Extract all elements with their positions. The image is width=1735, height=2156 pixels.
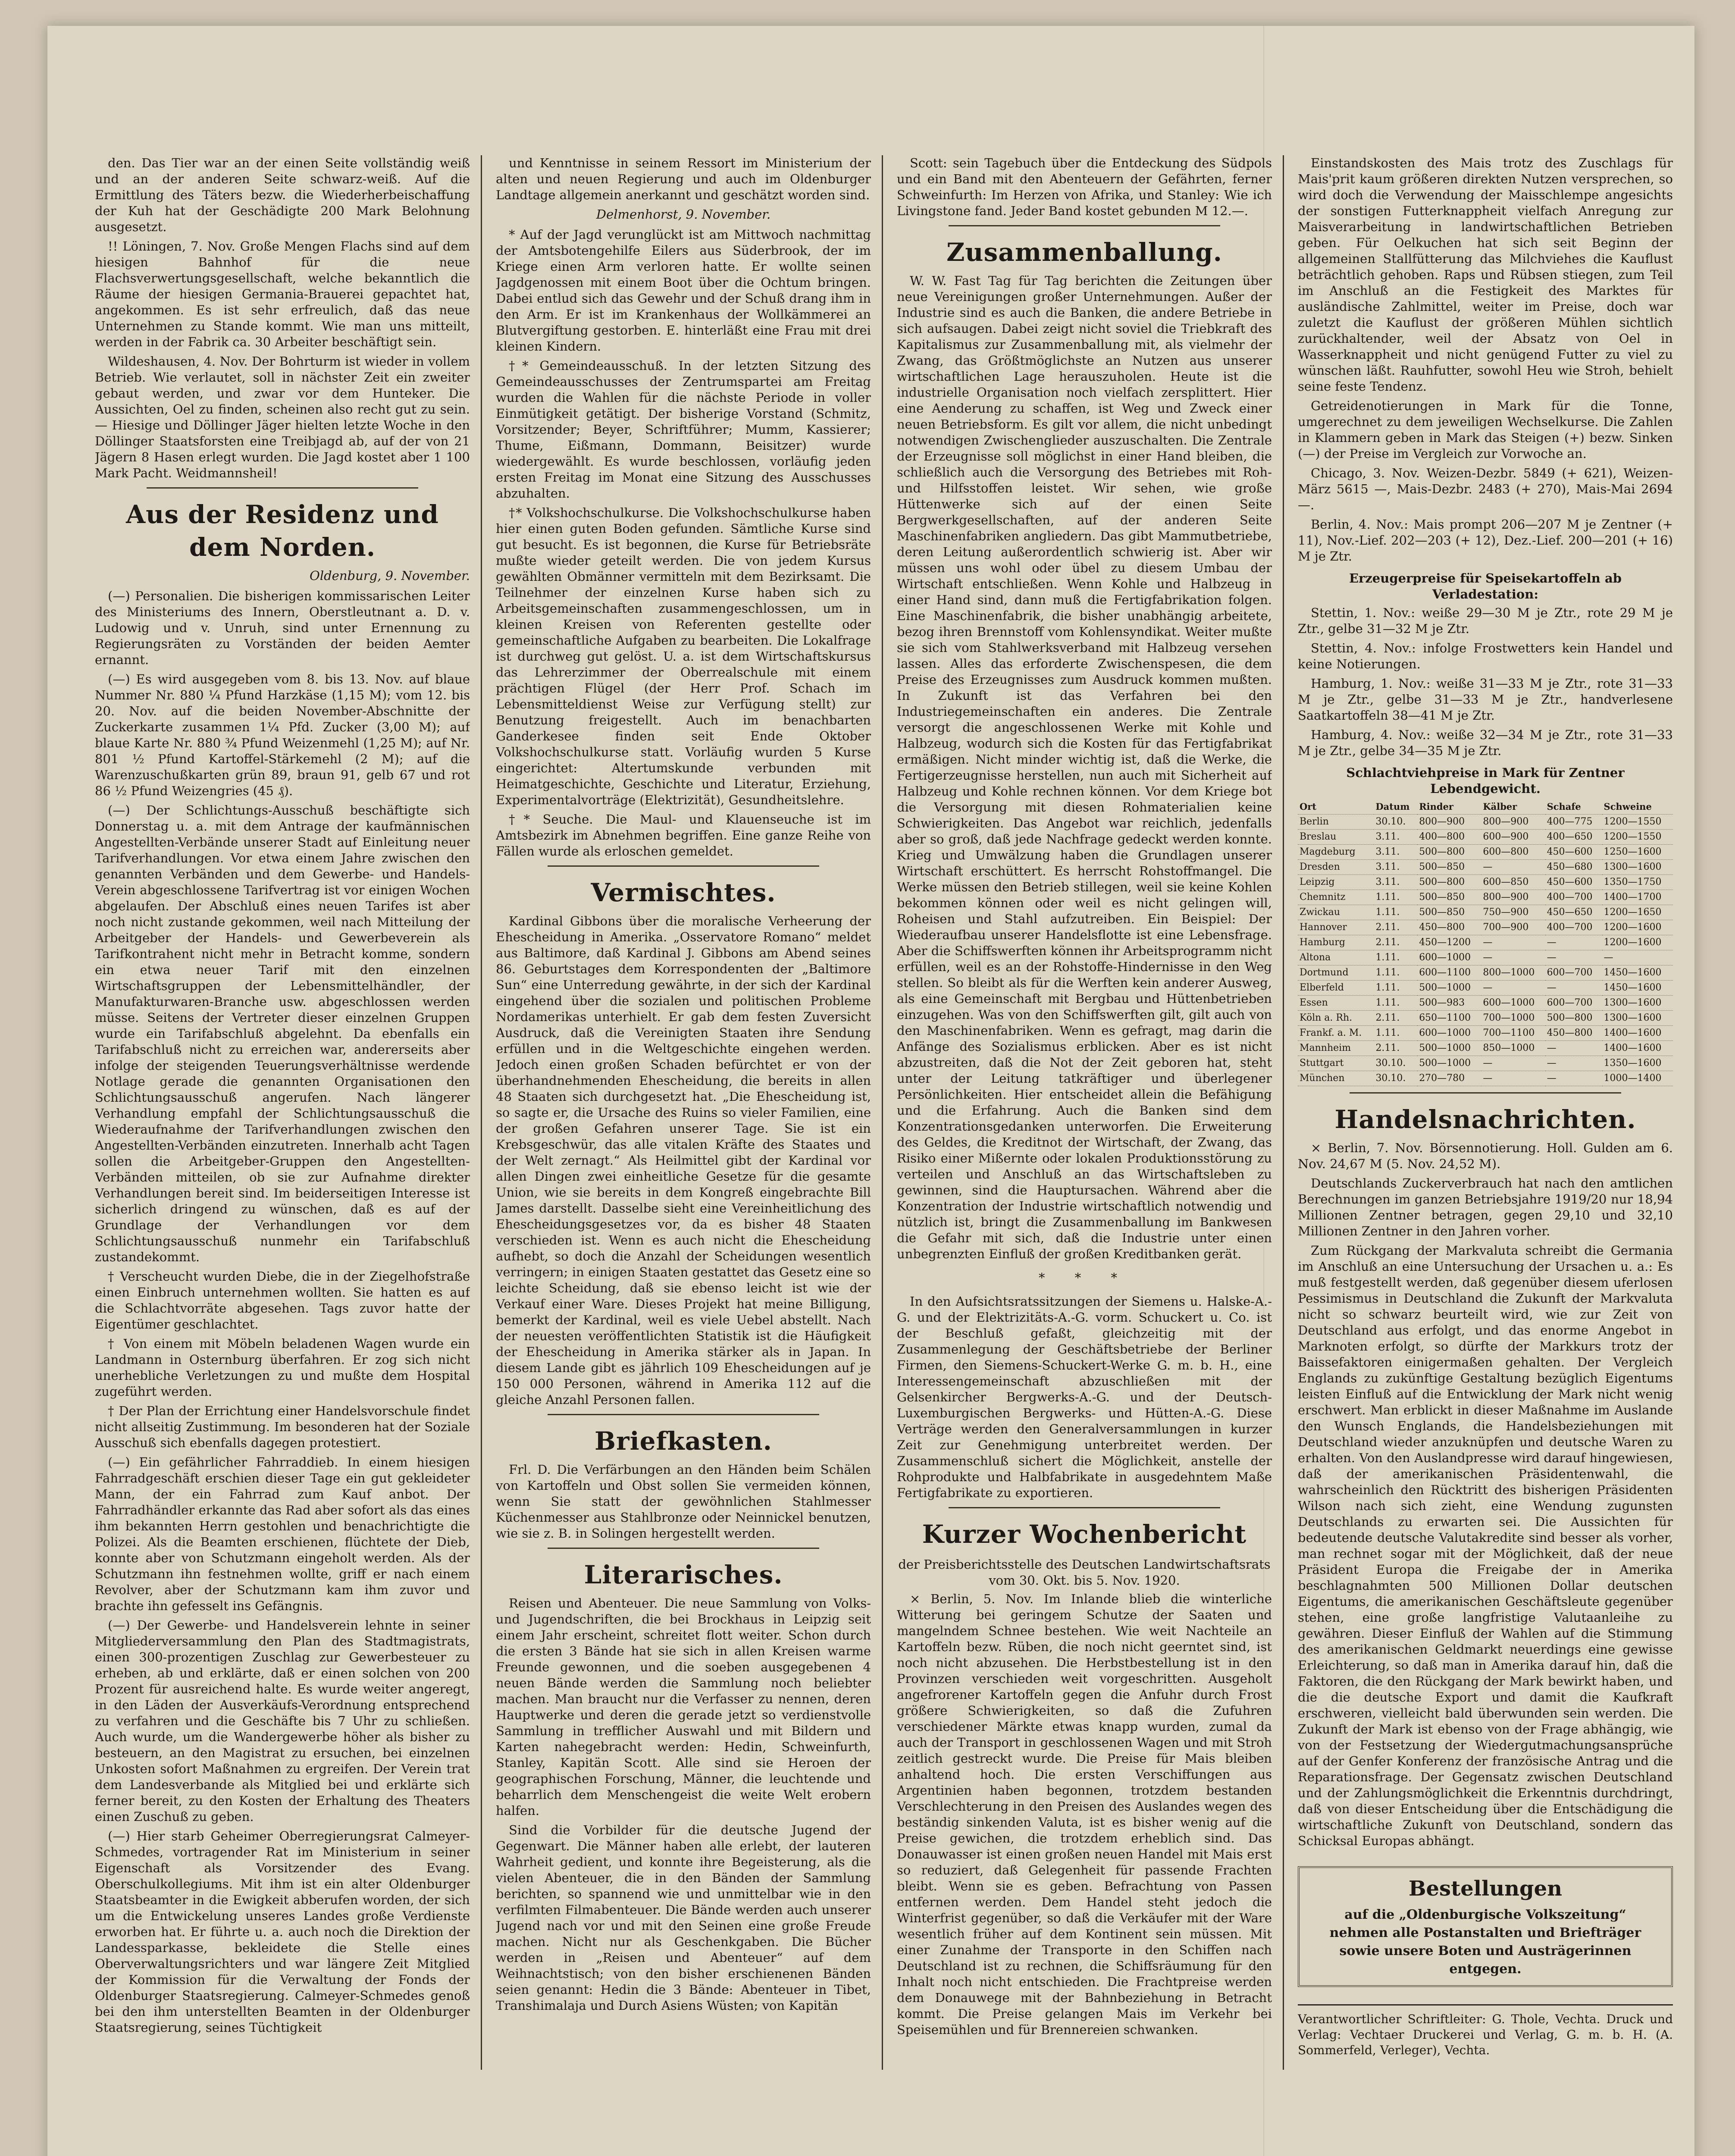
section-heading-vermischtes: Vermischtes. bbox=[591, 878, 776, 907]
table-cell: Leipzig bbox=[1298, 875, 1374, 890]
table-cell: — bbox=[1481, 1071, 1545, 1086]
table-cell: 600—700 bbox=[1545, 996, 1602, 1011]
table-cell: — bbox=[1481, 1056, 1545, 1071]
section-divider bbox=[548, 865, 819, 867]
table-cell: 600—1000 bbox=[1417, 950, 1481, 965]
table-cell: 1350—1600 bbox=[1602, 1056, 1673, 1071]
table-cell: 400—700 bbox=[1545, 920, 1602, 935]
table-cell: — bbox=[1545, 1056, 1602, 1071]
article-zuckerverbrauch: Deutschlands Zuckerverbrauch hat nach den amtlichen Berechnungen im ganzen Betriebsjahre 1919/20 nur 18,94 Millionen Zentner betragen, gegen 29,10 und 32,10 Millionen Zentner in den Jahren vorher. bbox=[1298, 1176, 1673, 1238]
table-cell: Elberfeld bbox=[1298, 981, 1374, 996]
table-cell: 450—1200 bbox=[1417, 935, 1481, 950]
section-heading-briefkasten: Briefkasten. bbox=[595, 1426, 772, 1456]
table-row bbox=[1298, 875, 1673, 890]
article-diebe: † Verscheucht wurden Diebe, die in der Ziegelhofstraße einen Einbruch unternehmen wollten. Sie hatten es auf die Schlachtvorräte abgesehen. Tags zuvor hatte der Eigentümer geschlachtet. bbox=[95, 1269, 470, 1332]
table-cell: 450—800 bbox=[1545, 1026, 1602, 1041]
article-briefkasten: Frl. D. Die Verfärbungen an den Händen beim Schälen von Kartoffeln und Obst sollen Sie vermeiden können, wenn Sie statt der gewöhnlichen Stahlmesser Küchenmesser aus Stahlbronze oder Neinnickel benutzen, wie sie z. B. in Solingen hergestellt werden. bbox=[496, 1462, 871, 1541]
table-cell: 800—900 bbox=[1481, 815, 1545, 830]
table-cell: 500—800 bbox=[1545, 1011, 1602, 1026]
table-cell: — bbox=[1545, 950, 1602, 965]
table-cell: Breslau bbox=[1298, 830, 1374, 845]
table-header-cell: Schweine bbox=[1602, 799, 1673, 815]
article-loeningen: !! Löningen, 7. Nov. Große Mengen Flachs sind auf dem hiesigen Bahnhof für die neue Flachsverwertungsgesellschaft, welche bekanntlich die Räume der hiesigen Germania-Brauerei gepachtet hat, angekommen. Es ist sehr erfreulich, daß das neue Unternehmen zu Stande kommt. Wie man uns mitteilt, werden in der Fabrik ca. 30 Arbeiter beschäftigt sein. bbox=[95, 239, 470, 349]
table-cell: 400—650 bbox=[1545, 830, 1602, 845]
article-fahrraddieb: (—) Ein gefährlicher Fahrraddieb. In einem hiesigen Fahrradgeschäft erschien dieser Tage ein gut gekleideter Mann, der ein Fahrrad zum Kauf anbot. Der Fahrradhändler erkannte das Rad aber sofort als das eines ihm bekannten Herrn gestohlen und benachrichtigte die Polizei. Als die Beamten erschienen, flüchtete der Dieb, konnte aber von Schutzmann eingeholt werden. Als der Schutzmann ihn festnehmen wollte, griff er nach einem Revolver, aber der Schutzmann kam ihm zuvor und brachte ihn gefesselt ins Gefängnis. bbox=[95, 1455, 470, 1613]
section-heading-zusammenballung: Zusammenballung. bbox=[946, 238, 1222, 267]
table-cell: 30.10. bbox=[1374, 1071, 1417, 1086]
article-ausgabe: (—) Es wird ausgegeben vom 8. bis 13. Nov. auf blaue Nummer Nr. 880 ¼ Pfund Harzkäse (1,15 M); vom 12. bis 20. Nov. auf die beiden November-Abschnitte der Zuckerkarte zusammen 1¼ Pfd. Zucker (3,00 M); auf blaue Karte Nr. 880 ¾ Pfund Weizenmehl (1,25 M); auf Nr. 801 ½ Pfund Kartoffel-Stärkemehl (2 M); auf die Warenzuschußkarten grün 89, braun 91, gelb 67 und rot 86 ½ Pfund Weizengries (45 ₰). bbox=[95, 672, 470, 798]
table-cell: 1.11. bbox=[1374, 965, 1417, 981]
table-cell: Dortmund bbox=[1298, 965, 1374, 981]
table-cell: 30.10. bbox=[1374, 815, 1417, 830]
table-cell: 30.10. bbox=[1374, 1056, 1417, 1071]
article-paragraph: und Kenntnisse in seinem Ressort im Ministerium der alten und neuen Regierung und auch im Oldenburger Landtage allgemein anerkannt und geschätzt worden sind. bbox=[496, 156, 871, 202]
table-header-cell: Schafe bbox=[1545, 799, 1602, 815]
table-cell: 3.11. bbox=[1374, 860, 1417, 875]
column-rule bbox=[481, 155, 482, 2070]
table-cell: 400—800 bbox=[1417, 830, 1481, 845]
article-handelsvorschule: † Der Plan der Errichtung einer Handelsvorschule findet nicht allseitig Zustimmung. Im besonderen hat der Soziale Ausschuß sich ebenfalls dagegen protestiert. bbox=[95, 1404, 470, 1450]
table-row bbox=[1298, 950, 1673, 965]
table-row bbox=[1298, 1071, 1673, 1086]
column-4 bbox=[1298, 155, 1673, 2070]
article-markvaluta: Zum Rückgang der Markvaluta schreibt die Germania im Anschluß an eine Untersuchung der Ursachen u. a.: Es muß festgestellt werden, daß gegenüber diesem uferlosen Pessimismus in Deutschland die Zukunft der Markvaluta nicht so schwarz beurteilt wird, wie zur Zeit von Deutschland aus erfolgt, und das enorme Angebot in Marknoten erfolgt, so dürfte der Markkurs trotz der Baissefaktoren einigermaßen gehalten. Der Vergleich Englands zu zukünftige Gestaltung bezüglich Eigentums leisten Einfluß auf die Entwicklung der Mark nicht wenig erschwert. Man erblickt in dieser Maßnahme im Auslande den Wunsch Englands, die Handelsbeziehungen mit Deutschland wieder anzuknüpfen und deutsche Waren zu erhalten. Von den Auslandpresse wird darauf hingewiesen, daß der amerikanischen Präsidentenwahl, die wahrscheinlich den Rücktritt des bisherigen Präsidenten Wilson nach sich zieht, eine Wendung zugunsten Deutschlands zu erwarten sei. Die Aussichten für bedeutende deutsche Valutakredite sind besser als vorher, man rechnet sogar mit der Möglichkeit, daß der neue Präsident Europa die Freigabe der in Amerika beschlagnahmten 500 Millionen Dollar deutschen Eigentums, die amerikanischen Geschäftsleute gegenüber stehen, eine große langfristige Valutaanleihe zu gewähren. Dieser Einfluß der Wahlen auf die Stimmung des amerikanischen Geldmarkt neuerdings eine gewisse Erleichterung, so daß man in Amerika darauf hin, daß die Faktoren, die den Rückgang der Mark bewirkt haben, und die die deutsche Export und damit die Kaufkraft erschweren, vielleicht bald überwunden sein werden. Die Zukunft der Mark ist ebenso von der Frage abhängig, wie von der Festsetzung der Wiedergutmachungsansprüche auf der Genfer Konferenz der französische Antrag und die Reparationsfrage. Der Gegensatz zwischen Deutschland und der Zahlungsmöglichkeit die Erkenntnis durchdringt, daß von dieser Entscheidung über die Entschädigung die wirtschaftliche Zukunft von Deutschland, sondern das Schicksal Europas abhängt. bbox=[1298, 1243, 1673, 1848]
table-cell: 1.11. bbox=[1374, 996, 1417, 1011]
table-cell: 500—850 bbox=[1417, 905, 1481, 920]
table-cell: 1450—1600 bbox=[1602, 981, 1673, 996]
table-cell: 1200—1550 bbox=[1602, 830, 1673, 845]
quote-stettin-1: Stettin, 1. Nov.: weiße 29—30 M je Ztr., rote 29 M je Ztr., gelbe 31—32 M je Ztr. bbox=[1298, 605, 1673, 636]
table-cell: 1200—1600 bbox=[1602, 935, 1673, 950]
table-cell: Hannover bbox=[1298, 920, 1374, 935]
table-cell: 450—600 bbox=[1545, 875, 1602, 890]
section-divider bbox=[949, 225, 1220, 226]
table-cell: Magdeburg bbox=[1298, 845, 1374, 860]
table-row bbox=[1298, 996, 1673, 1011]
table-cell: Mannheim bbox=[1298, 1041, 1374, 1056]
table-row bbox=[1298, 965, 1673, 981]
table-cell: 3.11. bbox=[1374, 845, 1417, 860]
table-row bbox=[1298, 815, 1673, 830]
table-cell: Chemnitz bbox=[1298, 890, 1374, 905]
article-jagdunfall: * Auf der Jagd verunglückt ist am Mittwoch nachmittag der Amtsbotengehilfe Eilers aus Süderbrook, der im Kriege einen Arm verloren hatte. Er wollte seinen Jagdgenossen mit einem Boot über die Ochtum bringen. Dabei entlud sich das Gewehr und der Schuß drang ihm in den Arm. Er ist im Krankenhaus der Wollkämmerei an Blutvergiftung gestorben. E. hinterläßt eine Frau mit drei kleinen Kindern. bbox=[496, 227, 871, 354]
subscription-line: auf die „Oldenburgische Volkszeitung“ bbox=[1344, 1907, 1626, 1922]
table-cell: — bbox=[1481, 935, 1545, 950]
subscription-line: nehmen alle Postanstalten und Briefträger bbox=[1329, 1925, 1641, 1940]
table-header-cell: Rinder bbox=[1417, 799, 1481, 815]
section-heading-handel: Handelsnachrichten. bbox=[1334, 1105, 1636, 1134]
table-cell: Berlin bbox=[1298, 815, 1374, 830]
table-row bbox=[1298, 860, 1673, 875]
section-divider bbox=[548, 1548, 819, 1549]
table-cell: 700—900 bbox=[1481, 920, 1545, 935]
quote-berlin: Berlin, 4. Nov.: Mais prompt 206—207 M je Zentner (+ 11), Nov.-Lief. 202—203 (+ 12), Dez.-Lief. 200—201 (+ 16) M je Ztr. bbox=[1298, 517, 1673, 564]
table-cell: 2.11. bbox=[1374, 935, 1417, 950]
table-cell: 800—900 bbox=[1481, 890, 1545, 905]
quote-hamburg-4: Hamburg, 4. Nov.: weiße 32—34 M je Ztr., rote 31—33 M je Ztr., gelbe 34—35 M je Ztr. bbox=[1298, 727, 1673, 758]
table-cell: 3.11. bbox=[1374, 830, 1417, 845]
article-boersennotierung: × Berlin, 7. Nov. Börsennotierung. Holl. Gulden am 6. Nov. 24,67 M (5. Nov. 24,52 M). bbox=[1298, 1141, 1673, 1171]
table-cell: 1300—1600 bbox=[1602, 1011, 1673, 1026]
article-wagen: † Von einem mit Möbeln beladenen Wagen wurde ein Landmann in Osternburg überfahren. Er zog sich nicht unerhebliche Verletzungen zu und mußte dem Hospital zugeführt werden. bbox=[95, 1336, 470, 1399]
table-header-cell: Datum bbox=[1374, 799, 1417, 815]
section-divider bbox=[1350, 1092, 1621, 1094]
table-cell: Dresden bbox=[1298, 860, 1374, 875]
table-cell: 600—700 bbox=[1545, 965, 1602, 981]
table-cell: 1.11. bbox=[1374, 950, 1417, 965]
table-cell: Hamburg bbox=[1298, 935, 1374, 950]
table-cell: 500—983 bbox=[1417, 996, 1481, 1011]
table-cell: 1300—1600 bbox=[1602, 860, 1673, 875]
table-cell: 3.11. bbox=[1374, 875, 1417, 890]
table-cell: 400—700 bbox=[1545, 890, 1602, 905]
table-cell: — bbox=[1481, 860, 1545, 875]
table-cell: 1350—1750 bbox=[1602, 875, 1673, 890]
table-header-cell: Kälber bbox=[1481, 799, 1545, 815]
table-row bbox=[1298, 830, 1673, 845]
section-divider bbox=[548, 1414, 819, 1415]
table-cell: 270—780 bbox=[1417, 1071, 1481, 1086]
table-row bbox=[1298, 1026, 1673, 1041]
table-cell: Köln a. Rh. bbox=[1298, 1011, 1374, 1026]
table-cell: 500—1000 bbox=[1417, 981, 1481, 996]
dateline-delmenhorst: Delmenhorst, 9. November. bbox=[596, 207, 771, 222]
table-cell: — bbox=[1545, 1071, 1602, 1086]
subheading-schlachtvieh: Schlachtviehpreise in Mark für Zentner Lebendgewicht. bbox=[1346, 765, 1625, 796]
quote-stettin-4: Stettin, 4. Nov.: infolge Frostwetters kein Handel und keine Notierungen. bbox=[1298, 641, 1673, 671]
column-1 bbox=[95, 155, 470, 2070]
section-heading-literarisches: Literarisches. bbox=[584, 1560, 783, 1589]
article-volkshochschulkurse: †* Volkshochschulkurse. Die Volkshochschulkurse haben hier einen guten Boden gefunden. Sämtliche Kurse sind gut besucht. Es ist begonnen, die Kurse für Betriebsräte mußte wieder geteilt werden. Die von jedem Kursus gewählten Obmänner vermitteln mit dem Bezirksamt. Die Teilnehmer der einzelnen Kurse haben sich zu Arbeitsgemeinschaften zusammengeschlossen, um in kleinen Kreisen von Referenten gestellte oder gemeinschaftliche Aufgaben zu bearbeiten. Die Lokalfrage ist durchweg gut gelöst. U. a. ist dem Wirtschaftskursus das Lehrerzimmer der Oberrealschule mit einem prächtigen Flügel (der Herr Prof. Schach im Lebensmitteldienst Weise zur Verfügung stellt) zur Benutzung freigestellt. Auch im benachbarten Ganderkesee finden seit Ende Oktober Volkshochschulkurse statt. Vorläufig wurden 5 Kurse eingerichtet: Altertumskunde verbunden mit Heimatgeschichte, Geschichte und Literatur, Erziehung, Experimentalvorträge (Elektrizität), Gesundheitslehre. bbox=[496, 505, 871, 807]
separator-stars: * * * bbox=[1039, 1270, 1130, 1285]
table-cell: 2.11. bbox=[1374, 920, 1417, 935]
column-3 bbox=[897, 155, 1272, 2070]
wochenbericht-subtitle: der Preisberichtsstelle des Deutschen Landwirtschaftsrats vom 30. Okt. bis 5. Nov. 1920. bbox=[898, 1557, 1271, 1588]
table-cell: 450—600 bbox=[1545, 845, 1602, 860]
article-gemeindeausschuss: †* Gemeindeausschuß. In der letzten Sitzung des Gemeindeausschusses der Zentrumspartei am Freitag wurden die Wahlen für die nächste Periode in voller Einmütigkeit getätigt. Der bisherige Vorstand (Schmitz, Vorsitzender; Beyer, Schriftführer; Mumm, Kassierer; Thume, Eißmann, Dommann, Beisitzer) wurde wiedergewählt. Es wurde beschlossen, vorläufig jeden ersten Freitag im Monat eine Sitzung des Ausschusses abzuhalten. bbox=[496, 358, 871, 501]
table-cell: 1200—1650 bbox=[1602, 905, 1673, 920]
table-row bbox=[1298, 1041, 1673, 1056]
table-cell: 1.11. bbox=[1374, 905, 1417, 920]
table-cell: München bbox=[1298, 1071, 1374, 1086]
table-cell: 500—1000 bbox=[1417, 1041, 1481, 1056]
table-cell: 1250—1600 bbox=[1602, 845, 1673, 860]
table-cell: Frankf. a. M. bbox=[1298, 1026, 1374, 1041]
table-cell: 450—800 bbox=[1417, 920, 1481, 935]
table-cell: — bbox=[1545, 1041, 1602, 1056]
article-reisen-abenteuer: Reisen und Abenteuer. Die neue Sammlung von Volks- und Jugendschriften, die bei Brockhaus in Leipzig seit einem Jahr erscheint, schreitet flott weiter. Schon durch die ersten 3 Bände hat sie sich in allen Kreisen warme Freunde gewonnen, und die soeben ausgegebenen 4 neuen Bände werden die Sammlung noch beliebter machen. Man braucht nur die Verfasser zu nennen, deren Hauptwerke und deren die gerade jetzt so verdienstvolle Sammlung in trefflicher Auswahl und mit Bildern und Karten nahegebracht werden: Hedin, Schweinfurth, Stanley, Kapitän Scott. Alle sind sie Heroen der geographischen Forschung, Männer, die leuchtende und beharrlich dem Menschengeist die weite Welt erobern halfen. bbox=[496, 1596, 871, 1818]
table-cell: 800—900 bbox=[1417, 815, 1481, 830]
table-cell: 1.11. bbox=[1374, 1026, 1417, 1041]
article-personalien: (—) Personalien. Die bisherigen kommissarischen Leiter des Ministeriums des Innern, Oberstleutnant a. D. v. Ludowig und v. Unruh, sind unter Ernennung zu Regierungsräten zu Vorständen der beiden Aemter ernannt. bbox=[95, 589, 470, 667]
table-cell: 700—1100 bbox=[1481, 1026, 1545, 1041]
table-row bbox=[1298, 935, 1673, 950]
section-divider bbox=[147, 487, 418, 489]
table-cell: Altona bbox=[1298, 950, 1374, 965]
table-cell: 650—1100 bbox=[1417, 1011, 1481, 1026]
cattle-price-table bbox=[1298, 799, 1673, 1086]
imprint: Verantwortlicher Schriftleiter: G. Thole, Vechta. Druck und Verlag: Vechtaer Druckerei und Verlag, G. m. b. H. (A. Sommerfeld, Verleger), Vechta. bbox=[1298, 2004, 1673, 2058]
table-row bbox=[1298, 1011, 1673, 1026]
article-wildeshausen: Wildeshausen, 4. Nov. Der Bohrturm ist wieder in vollem Betrieb. Wie verlautet, soll in nächster Zeit ein zweiter gebaut werden, und zwar vor dem Hunteker. Die Aussichten, Oel zu finden, scheinen also recht gut zu sein. — Hiesige und Döllinger Jäger hielten letzte Woche in den Döllinger Staatsforsten eine Treibjagd ab, auf der von 21 Jägern 8 Hasen erlegt wurden. Die Jagd kostet aber 1 100 Mark Pacht. Weidmannsheil! bbox=[95, 354, 470, 480]
table-cell: 500—850 bbox=[1417, 890, 1481, 905]
table-cell: Zwickau bbox=[1298, 905, 1374, 920]
table-cell: 1200—1600 bbox=[1602, 920, 1673, 935]
subscription-heading: Bestellungen bbox=[1408, 1877, 1563, 1901]
quote-chicago: Chicago, 3. Nov. Weizen-Dezbr. 5849 (+ 621), Weizen-März 5615 —, Mais-Dezbr. 2483 (+ 270), Mais-Mai 2694 —. bbox=[1298, 466, 1673, 512]
table-cell: 600—800 bbox=[1481, 845, 1545, 860]
table-cell: 450—650 bbox=[1545, 905, 1602, 920]
table-row bbox=[1298, 845, 1673, 860]
article-siemens: In den Aufsichtsratssitzungen der Siemens u. Halske-A.-G. und der Elektrizitäts-A.-G. vorm. Schuckert u. Co. ist der Beschluß gefaßt, gleichzeitig mit der Zusammenlegung der Geschäftsbetriebe der Berliner Firmen, den Siemens-Schuckert-Werke G. m. b. H., eine Interessengemeinschaft abzuschließen mit der Gelsenkircher Bergwerks-A.-G. und der Deutsch-Luxemburgischen Bergwerks- und Hütten-A.-G. Diese Verträge werden den Generalversammlungen in kurzer Zeit zur Genehmigung unterbreitet werden. Der Zusammenschluß sichert die Möglichkeit, anstelle der Rohprodukte und Halbfabrikate in ausgedehntem Maße Fertigfabrikate zu exportieren. bbox=[897, 1294, 1272, 1500]
quote-hamburg-1: Hamburg, 1. Nov.: weiße 31—33 M je Ztr., rote 31—33 M je Ztr., gelbe 31—33 M je Ztr., handverlesene Saatkartoffeln 38—41 M je Ztr. bbox=[1298, 676, 1673, 723]
table-header-cell: Ort bbox=[1298, 799, 1374, 815]
table-cell: 500—850 bbox=[1417, 860, 1481, 875]
table-cell: Essen bbox=[1298, 996, 1374, 1011]
table-cell: 500—800 bbox=[1417, 875, 1481, 890]
section-heading-residenz: Aus der Residenz und dem Norden. bbox=[126, 500, 439, 562]
table-cell: Stuttgart bbox=[1298, 1056, 1374, 1071]
article-calmeyer-schmedes: (—) Hier starb Geheimer Oberregierungsrat Calmeyer-Schmedes, vortragender Rat im Ministerium in seiner Eigenschaft als Vorsitzender des Evang. Oberschulkollegiums. Mit ihm ist ein alter Oldenburger Staatsbeamter in die Ewigkeit abberufen worden, der sich um die Entwickelung unseres Landes große Verdienste erworben hat. Er führte u. a. auch noch die Direktion der Landessparkasse, bekleidete die Stelle eines Oberverwaltungsrichters und war längere Zeit Mitglied der Kommission für die Verwaltung der Fonds der Oldenburger Staatsregierung. Calmeyer-Schmedes genoß bei den ihm unterstellten Beamten in der Oldenburger Staatsregierung, seines Tüchtigkeit bbox=[95, 1829, 470, 2035]
article-gibbons: Kardinal Gibbons über die moralische Verheerung der Ehescheidung in Amerika. „Osservatore Romano“ meldet aus Baltimore, daß Kardinal J. Gibbons am Abend seines 86. Geburtstages dem Korrespondenten der „Baltimore Sun“ eine Unterredung gewährte, in der sich der Kardinal eingehend über die sozialen und politischen Probleme Nordamerikas unterhielt. Er gab dem festen Zuversicht Ausdruck, daß die Vereinigten Staaten ihre Sendung erfüllen und in die Weltgeschichte eingehen werden. Jedoch einen großen Schaden befürchtet er von der überhandnehmenden Ehescheidung, die bereits in allen 48 Staaten sich durchgesetzt hat. „Die Ehescheidung ist, so sagte er, die Ursache des Ruins so vieler Familien, eine der großen Gefahren unserer Tage. Sie ist ein Krebsgeschwür, das alle vitalen Kräfte des Staates und der Welt zernagt.“ Als Heilmittel gibt der Kardinal vor allen Dingen zwei einheitliche Gesetze für die gesamte Union, wie sie bereits in dem Kongreß eingebrachte Bill James darstellt. Dasselbe sieht eine Vereinheitlichung des Ehescheidungsgesetzes vor, da es bisher 48 Staaten verschieden ist. Wenn es auch nicht die Ehescheidung aufhebt, so doch die Anzahl der Scheidungen wesentlich verringern; in einigen Staaten gestattet das Gesetz eine so leichte Scheidung, daß sie ebenso leicht ist wie der Verkauf einer Ware. Dieses Projekt hat meine Billigung, bemerkt der Kardinal, weil es viele Uebel abstellt. Nach der neuesten veröffentlichten Statistik ist die Häufigkeit der Ehescheidung in Amerika stärker als in Japan. In diesem Lande gibt es jährlich 109 Ehescheidungen auf je 150 000 Personen, während in Amerika 112 auf die gleiche Anzahl Personen fallen. bbox=[496, 914, 871, 1407]
table-row bbox=[1298, 905, 1673, 920]
table-cell: — bbox=[1481, 981, 1545, 996]
table-cell: 600—1000 bbox=[1417, 1026, 1481, 1041]
table-cell: 2.11. bbox=[1374, 1011, 1417, 1026]
section-heading-wochenbericht: Kurzer Wochenbericht bbox=[922, 1520, 1247, 1549]
table-cell: 450—680 bbox=[1545, 860, 1602, 875]
table-cell: 1450—1600 bbox=[1602, 965, 1673, 981]
table-row bbox=[1298, 890, 1673, 905]
column-rule bbox=[1283, 155, 1284, 2070]
table-cell: 700—1000 bbox=[1481, 1011, 1545, 1026]
table-cell: 600—900 bbox=[1481, 830, 1545, 845]
table-cell: 2.11. bbox=[1374, 1041, 1417, 1056]
article-seuche: †* Seuche. Die Maul- und Klauenseuche ist im Amtsbezirk im Abnehmen begriffen. Eine ganze Reihe von Fällen wurde als erloschen gemeldet. bbox=[496, 812, 871, 859]
table-cell: 1400—1600 bbox=[1602, 1026, 1673, 1041]
table-cell: 1000—1400 bbox=[1602, 1071, 1673, 1086]
table-cell: 750—900 bbox=[1481, 905, 1545, 920]
table-cell: 1.11. bbox=[1374, 890, 1417, 905]
table-cell: 600—1000 bbox=[1481, 996, 1545, 1011]
table-cell: — bbox=[1602, 950, 1673, 965]
table-cell: 500—1000 bbox=[1417, 1056, 1481, 1071]
subheading-erzeugerpreise: Erzeugerpreise für Speisekartoffeln ab Verladestation: bbox=[1349, 571, 1622, 602]
table-cell: 600—1100 bbox=[1417, 965, 1481, 981]
table-cell: 1300—1600 bbox=[1602, 996, 1673, 1011]
table-cell: 850—1000 bbox=[1481, 1041, 1545, 1056]
article-vorbilder: Sind die Vorbilder für die deutsche Jugend der Gegenwart. Die Männer haben alle erlebt, der lauteren Wahrheit gedient, und konnte ihre Begeisterung, als die vielen Abenteuer, die in den Bänden der Sammlung berichten, so spannend wie und unmittelbar wie in den verfilmten Filmabenteuer. Die Bände werden auch unserer Jugend nach vor und mit den Seinen eine große Freude machen. Nicht nur als Geschenkgaben. Die Bücher werden in „Reisen und Abenteuer“ auf dem Weihnachtstisch; von den bisher erschienenen Bänden seien genannt: Hedin die 3 Bände: Abenteuer in Tibet, Transhimalaja und Durch Asiens Wüsten; von Kapitän bbox=[496, 1823, 871, 2013]
article-zusammenballung: W. W. Fast Tag für Tag berichten die Zeitungen über neue Vereinigungen großer Unternehmungen. Außer der Industrie sind es auch die Banken, die andere Betriebe in sich aufsaugen. Dabei zeigt nicht soviel die Triebkraft des Kapitalismus zur Zusammenballung mit, als vielmehr der Zwang, das Größtmöglichste an Nutzen aus unserer wirtschaftlichen Lage herauszuholen. Heute ist die industrielle Organisation noch vielfach zersplittert. Hier eine Aenderung zu schaffen, ist Weg und Zweck einer neuen Betriebsform. Es gilt vor allem, die nicht unbedingt notwendigen Zwischenglieder auszuschalten. Die Zentrale der Erzeugnisse soll möglichst in einer Hand bleiben, die schließlich auch die Versorgung des Betriebes mit Roh- und Hilfsstoffen leistet. Wir sehen, wie große Hüttenwerke sich auf der einen Seite Bergwerkgesellschaften, auf der anderen Seite Maschinenfabriken angliedern. Das gibt Mammutbetriebe, deren Leitung außerordentlich schwierig ist. Aber wir müssen uns wohl oder übel zu diesem Umbau der Wirtschaft entschließen. Wenn Kohle und Halbzeug in einer Hand sind, dann muß die Fertigfabrikation folgen. Eine Maschinenfabrik, die bisher unabhängig arbeitete, bezog ihren Brennstoff vom Kohlensyndikat. Weiter mußte sie sich vom Stahlwerksverband mit Halbzeug versehen lassen. Alles das erforderte Zwischenspesen, die dem Preise des Erzeugnisses zum Ausdruck kommen mußten. In Zukunft ist das Verfahren bei den Industriegemeinschaften ein anderes. Die Zentrale versorgt die angeschlossenen Werke mit Kohle und Halbzeug, wodurch sich die Kosten für das Fertigfabrikat ermäßigen. Nicht minder wichtig ist, daß die Werke, die Fertigerzeugnisse herstellen, nun auch mit Sicherheit auf Halbzeug und Kohle rechnen können. Vor dem Kriege bot die Versorgung mit diesen Rohmaterialien keine Schwierigkeiten. Das Angebot war reichlich, jedenfalls aber so groß, daß jede Nachfrage gedeckt werden konnte. Krieg und Umwälzung haben die Grundlagen unserer Wirtschaft erschüttert. Es herrscht Rohstoffmangel. Die Werke müssen den Betrieb stillegen, weil sie keine Kohlen bekommen können oder weil es nicht gelingen will, Roheisen und Stahl aufzutreiben. Ein Beispiel: Der Wiederaufbau unserer Handelsflotte ist eine Lebensfrage. Aber die Schiffswerften können ihr Arbeitsprogramm nicht erfüllen, weil es an der Rohstoffe-Hindernisse in den Weg stellen. So bleibt als für die Werften kein anderer Ausweg, als eine Gemeinschaft mit Bergbau und Hüttenbetrieben einzugehen. Was von den Schiffswerften gilt, gilt auch von den Maschinenfabriken. Wenn es gefragt, mag darin die Anfänge des Sozialismus erblicken. Aber es ist nicht abzustreiten, daß die Not der Zeit geboren hat, steht unter der Leitung tatkräftiger und überlegener Persönlichkeiten. Hier entscheidet allein die Befähigung und die Erfahrung. Auch die Banken sind dem Konzentrationsgedanken unterworfen. Die Erweiterung des Geldes, die Kreditnot der Wirtschaft, der Zwang, das Risiko einer Mißernte oder lokalen Produktionsstörung zu verteilen und Anschluß an das Wirtschaftsleben zu gewinnen, sind die Hauptursachen. Während aber die Konzentration der Industrie wirtschaftlich notwendig und nützlich ist, bringt die Zusammenballung im Bankwesen die Gefahr mit sich, daß die Industrie unter einen unbegrenzten Einfluß der großen Kreditbanken gerät. bbox=[897, 273, 1272, 1261]
table-row bbox=[1298, 981, 1673, 996]
table-row bbox=[1298, 1056, 1673, 1071]
table-cell: 1200—1550 bbox=[1602, 815, 1673, 830]
article-paragraph: Scott: sein Tagebuch über die Entdeckung des Südpols und ein Band mit den Abenteuern der Gefährten, ferner Schweinfurth: Im Herzen von Afrika, und Stanley: Wie ich Livingstone fand. Jeder Band kostet gebunden M 12.—. bbox=[897, 156, 1272, 218]
column-2 bbox=[496, 155, 871, 2070]
table-cell: — bbox=[1545, 935, 1602, 950]
article-getreidenotierungen: Getreidenotierungen in Mark für die Tonne, umgerechnet zu dem jeweiligen Wechselkurse. Die Zahlen in Klammern geben in Mark das Steigen (+) bezw. Sinken (—) der Preise im Vergleich zur Vorwoche an. bbox=[1298, 398, 1673, 461]
table-cell: 1.11. bbox=[1374, 981, 1417, 996]
table-cell: 400—775 bbox=[1545, 815, 1602, 830]
subscription-line: sowie unsere Boten und Austrägerinnen entgegen. bbox=[1339, 1943, 1632, 1977]
table-cell: 500—800 bbox=[1417, 845, 1481, 860]
article-schlichtung: (—) Der Schlichtungs-Ausschuß beschäftigte sich Donnerstag u. a. mit dem Antrage der kaufmännischen Angestellten-Verbände unserer Stadt auf Einleitung neuer Tarifverhandlungen. Vor etwa einem Jahre zwischen den genannten Verbänden und dem Gewerbe- und Handels-Verein abgeschlossene Tarifvertrag ist vor einigen Wochen abgelaufen. Der Abschluß eines neuen Tarifes ist aber noch nicht zustande gekommen, weil nach Mitteilung der Arbeitgeber der Handels- und Gewerbeverein als Tarifkontrahent nicht mehr in Betracht komme, sondern ein etwa neuer Tarif mit den einzelnen Wirtschaftsgruppen der Lebensmittelhändler, der Manufakturwaren-Branche usw. abgeschlossen werden müsse. Seitens der Vertreter dieser einzelnen Gruppen wurde ein Tarifabschluß abgelehnt. Da ebenfalls ein Tarifabschluß nicht zu erreichen war, andererseits aber infolge der steigenden Teuerungsverhältnisse werdende Notlage gerade die genannten Organisationen den Schlichtungsausschuß angerufen. Nach längerer Verhandlung empfahl der Schlichtungsausschuß die Wiederaufnahme der Tarifverhandlungen zwischen den Angestellten-Verbänden einzutreten. Innerhalb acht Tagen sollen die Arbeitgeber-Gruppen den Angestellten-Verbänden mitteilen, ob sie zur Aufnahme direkter Verhandlungen bereit sind. Im beiderseitigen Interesse ist sicherlich dringend zu wünschen, daß es auf der Grundlage der Verhandlungen vor dem Schlichtungsausschuß nunmehr ein Tarifabschluß zustandekommt. bbox=[95, 803, 470, 1264]
column-rule bbox=[882, 155, 883, 2070]
newspaper-page bbox=[47, 26, 1694, 2156]
subscription-notice bbox=[1298, 1866, 1673, 1987]
table-cell: — bbox=[1481, 950, 1545, 965]
table-cell: 800—1000 bbox=[1481, 965, 1545, 981]
table-cell: — bbox=[1545, 981, 1602, 996]
article-paragraph: Einstandskosten des Mais trotz des Zuschlags für Mais'prit kaum größeren direkten Nutzen versprechen, so wird doch die Verwendung der Maisschlempe angesichts der sonstigen Futterknappheit vielfach Anregung zur Maisverarbeitung in landwirtschaftlichen Betrieben geben. Für Oelkuchen hat sich seit Beginn der allgemeinen Stallfütterung das Milchviehes die Kauflust beträchtlich gehoben. Raps und Rübsen stiegen, zum Teil im Anschluß an die Festigkeit des Marktes für ausländische Zahlmittel, weiter im Preise, doch war zuletzt die Kauflust der größeren Mühlen sichtlich zurückhaltender, weil der Absatz von Oel in Wasserknappheit und nicht genügend Futter zu viel zu wünschen läßt. Rauhfutter, sowohl Heu wie Stroh, behielt seine feste Tendenz. bbox=[1298, 156, 1673, 394]
table-cell: 1400—1600 bbox=[1602, 1041, 1673, 1056]
dateline-oldenburg: Oldenburg, 9. November. bbox=[310, 568, 470, 583]
section-divider bbox=[949, 1507, 1220, 1508]
article-wochenbericht: × Berlin, 5. Nov. Im Inlande blieb die winterliche Witterung bei geringem Schutze der Saaten und mangelndem Schnee bestehen. Wie weit Nachteile an Kartoffeln bezw. Rüben, die noch nicht geerntet sind, ist noch nicht abzusehen. Die Herbstbestellung ist in den Provinzen verschieden weit vorgeschritten. Ausgeholt angefrorener Kartoffeln gegen die Anfuhr durch Frost größere Schwierigkeiten, so daß die Zufuhren verschiedener Märkte etwas knapp wurden, zumal da auch der Transport in geschlossenen Wagen und mit Stroh zeitlich gestreckt wurde. Die Preise für Mais bleiben anhaltend hoch. Die ersten Verschiffungen aus Argentinien haben begonnen, trotzdem bestanden Verschlechterung in den Preisen des Auslandes wegen des beständig sinkenden Valuta, ist es bisher wenig auf die Preise gewichen, die trotzdem erheblich sind. Das Donauwasser ist einen großen neuen Handel mit Mais erst so reduziert, daß Gelegenheit für passende Frachten bleibt. Wenn sie es geben. Befrachtung von Passen entfernen werden. Dem Handel steht jedoch die Winterfrist gegenüber, so daß die Verkäufer mit der Ware wesentlich früher auf dem Kontinent sein müssen. Mit einer Zunahme der Transporte in den Schiffen nach Deutschland ist zu rechnen, die Schiffsräumung für den Inhalt noch nicht entschieden. Die Frachtpreise werden dem Donauwege mit der Bahnbeziehung in Betracht kommt. Die Preise gelangen Mais im Verkehr bei Speisemühlen und für Brennereien schwanken. bbox=[897, 1592, 1272, 2037]
table-cell: 600—850 bbox=[1481, 875, 1545, 890]
table-cell: 1400—1700 bbox=[1602, 890, 1673, 905]
table-row bbox=[1298, 920, 1673, 935]
article-gewerbeverein: (—) Der Gewerbe- und Handelsverein lehnte in seiner Mitgliederversammlung den Plan des Stadtmagistrats, einen 300-prozentigen Zuschlag zur Gewerbesteuer zu erheben, ab und erklärte, daß er einen solchen von 200 Prozent für ausreichend halte. Es wurde weiter angeregt, in den Läden der Ausverkäufs-Verordnung entsprechend zu verfahren und die Geschäfte bis 7 Uhr zu schließen. Auch wurde, um die Wandergewerbe höher als bisher zu besteuern, an den Magistrat zu ersuchen, bei einzelnen Unkosten sofort Maßnahmen zu ergreifen. Der Verein trat dem Landesverbande als Mitglied bei und erklärte sich ferner bereit, zu den Kosten der Erhaltung des Theaters einen Zuschuß zu geben. bbox=[95, 1618, 470, 1824]
article-paragraph: den. Das Tier war an der einen Seite vollständig weiß und an der anderen Seite schwarz-weiß. Auf die Ermittlung des Täters bezw. die Wiederherbeischaffung der Kuh hat der Geschädigte 200 Mark Belohnung ausgesetzt. bbox=[95, 156, 470, 234]
